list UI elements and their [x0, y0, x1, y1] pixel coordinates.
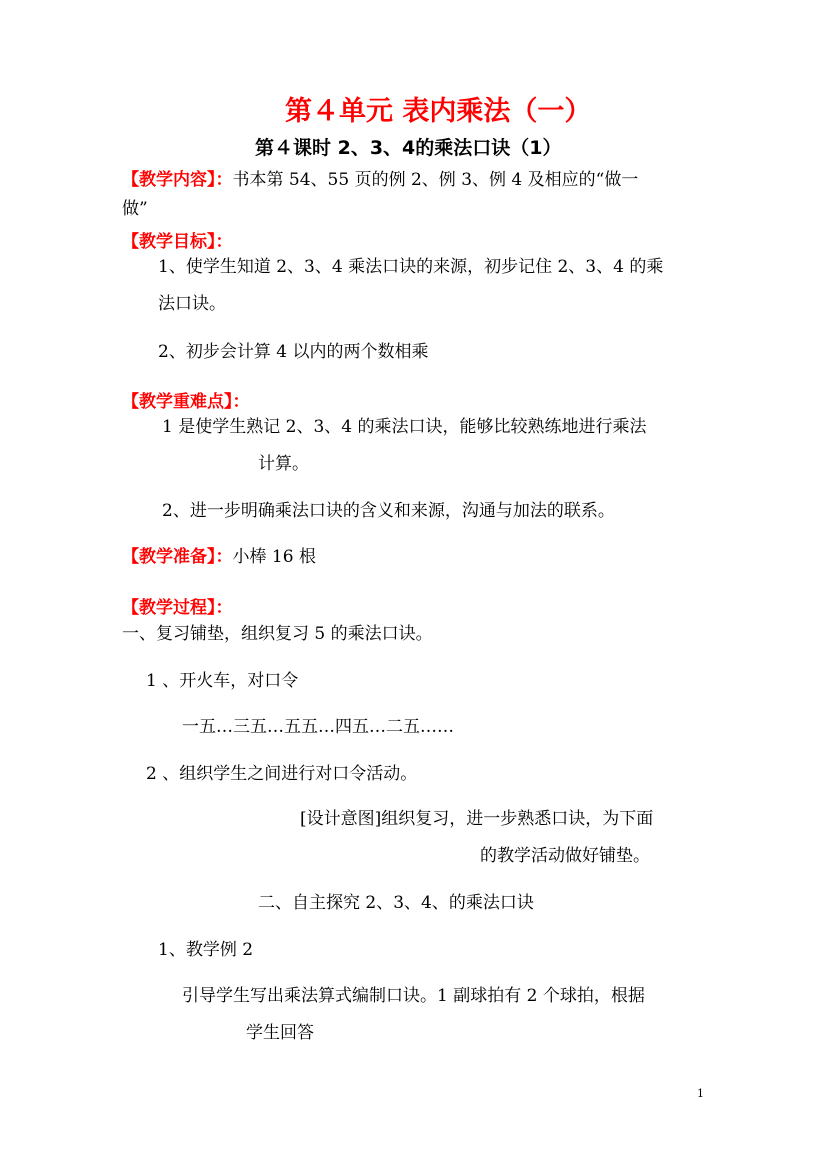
- content-row: [122, 169, 638, 191]
- section-1-chant: 一五…三五…五五…四五…二五……: [182, 717, 454, 737]
- objectives-label: 【教学目标】：: [122, 232, 233, 252]
- lesson-subtitle: 第４课时 2、3、4的乘法口诀（1）: [255, 137, 562, 159]
- preparation-label: 【教学准备】：: [122, 547, 233, 567]
- section-2-item-1: 1、教学例 2: [158, 940, 254, 960]
- preparation-text: 小棒 16 根: [232, 547, 316, 567]
- section-1-item-1: 1 、开火车，对口令: [146, 671, 299, 691]
- objective-1-continued: 法口诀。: [158, 294, 226, 314]
- key-points-label: 【教学重难点】：: [122, 392, 250, 412]
- key-point-1: 1 是使学生熟记 2、3、4 的乘法口诀，能够比较熟练地进行乘法: [162, 417, 647, 437]
- objective-2: 2、初步会计算 4 以内的两个数相乘: [158, 342, 429, 362]
- section-2-text-continued: 学生回答: [246, 1023, 314, 1043]
- page-number: 1: [697, 1087, 704, 1100]
- key-point-1-continued: 计算。: [258, 454, 309, 474]
- content-label: 【教学内容】：: [122, 170, 233, 190]
- preparation-row: [122, 546, 316, 568]
- content-text: 书本第 54、55 页的例 2、例 3、例 4 及相应的“做一: [232, 170, 639, 190]
- process-label: 【教学过程】：: [122, 598, 233, 618]
- design-intent-continued: 的教学活动做好铺垫。: [480, 846, 650, 866]
- content-text-continued: 做”: [122, 199, 148, 219]
- key-point-2: 2、进一步明确乘法口诀的含义和来源，沟通与加法的联系。: [162, 501, 615, 521]
- design-intent: [设计意图]组织复习，进一步熟悉口诀，为下面: [300, 809, 654, 829]
- objective-1: 1、使学生知道 2、3、4 乘法口诀的来源，初步记住 2、3、4 的乘: [158, 257, 664, 277]
- section-2-heading: 二、自主探究 2、3、4、的乘法口诀: [258, 893, 534, 913]
- section-1-heading: 一、复习铺垫，组织复习 5 的乘法口诀。: [122, 624, 433, 644]
- section-2-text: 引导学生写出乘法算式编制口诀。1 副球拍有 2 个球拍，根据: [182, 986, 645, 1006]
- section-1-item-2: 2 、组织学生之间进行对口令活动。: [146, 764, 418, 784]
- document-title: 第４单元 表内乘法（一）: [285, 96, 592, 127]
